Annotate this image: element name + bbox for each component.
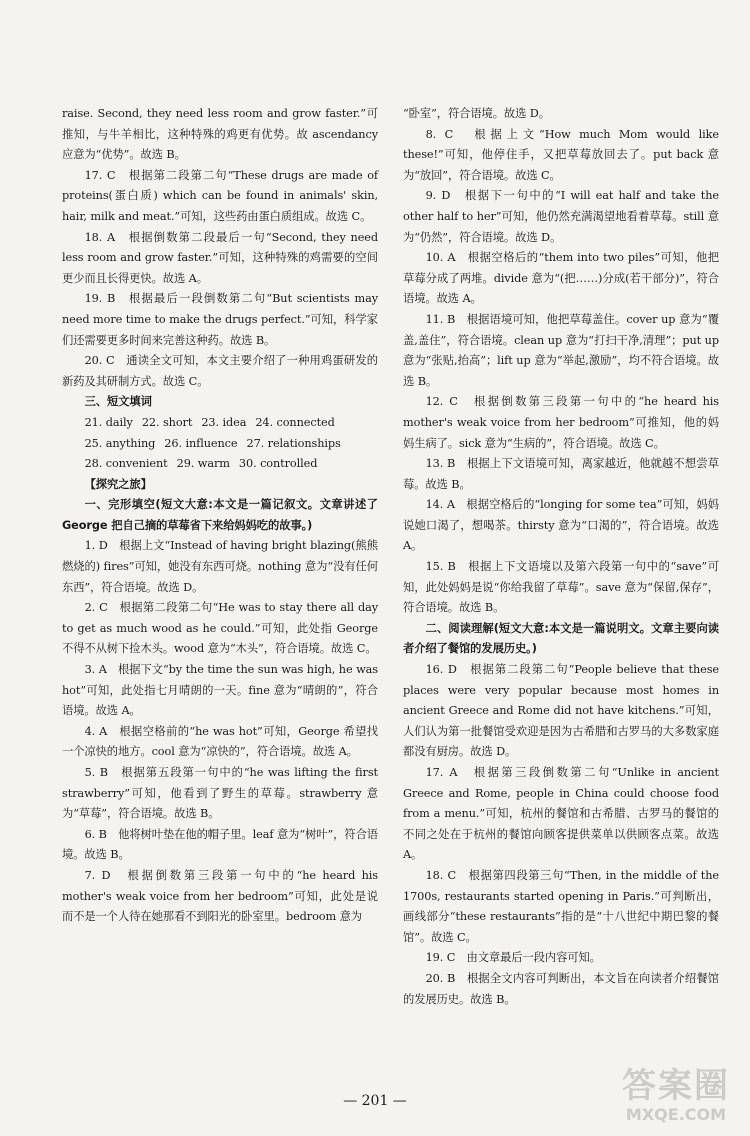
answer-word: 29. warm <box>176 457 230 471</box>
answer-word: 26. influence <box>164 436 238 450</box>
answer-paragraph: 10. A 根据空格后的“them into two piles”可知，他把草莓分成了两堆。divide 意为“(把……)分成(若干部分)”，符合语境。故选 A。 <box>403 251 719 306</box>
answer-paragraph: 20. C 通读全文可知，本文主要介绍了一种用鸡蛋研发的新药及其研制方式。故选 C。 <box>62 354 378 388</box>
answer-paragraph: 9. D 根据下一句中的“I will eat half and take the other half to her”可知，他仍然充满渴望地看着草莓。still 意为“仍然”，符合语境。故选 D。 <box>403 189 719 244</box>
section-heading: 二、阅读理解(短文大意:本文是一篇说明文。文章主要向读者介绍了餐馆的发展历史。) <box>403 621 719 656</box>
answer-paragraph: 6. B 他将树叶垫在他的帽子里。leaf 意为“树叶”，符合语境。故选 B。 <box>62 827 378 862</box>
watermark-logo <box>616 1066 736 1126</box>
answer-paragraph: 14. A 根据空格后的“longing for some tea”可知，妈妈说她口渴了，想喝茶。thirsty 意为“口渴的”，符合语境。故选 A。 <box>403 498 719 553</box>
watermark-mark: 答案圈 <box>622 1066 730 1106</box>
watermark-url: MXQE.COM <box>625 1105 727 1124</box>
answer-paragraph: 16. D 根据第二段第二句“People believe that these places were very popular because most homes in ancient Greece and Rome did not have kitchens.”可知，人们认为第一批餐馆受欢迎是因为古希腊和古罗马的大多数家庭都没有厨房。故选 D。 <box>403 663 719 759</box>
page-number: — 201 — <box>343 1093 407 1109</box>
right-column <box>403 104 719 1010</box>
answer-paragraph: 4. A 根据空格前的“he was hot”可知，George 希望找一个凉快的地方。cool 意为“凉快的”，符合语境。故选 A。 <box>62 724 378 759</box>
answer-paragraph: 18. C 根据第四段第三句“Then, in the middle of the 1700s, restaurants started opening in Paris.”可判断出，画线部分“these restaurants”指的是“十八世纪中期巴黎的餐馆”。故选 C。 <box>403 868 719 944</box>
answer-paragraph: 19. B 根据最后一段倒数第二句“But scientists may need more time to make the drugs perfect.”可知，科学家们还需要更多时间来完善这种药。故选 B。 <box>62 292 378 347</box>
answer-paragraph: 17. A 根据第三段倒数第二句“Unlike in ancient Greece and Rome, people in China could choose food from a menu.”可知，杭州的餐馆和古希腊、古罗马的餐馆的不同之处在于杭州的餐馆向顾客提供菜单以供顾客点菜。故选 A。 <box>403 766 719 862</box>
answer-paragraph: 5. B 根据第五段第一句中的“he was lifting the first strawberry”可知，他看到了野生的草莓。strawberry 意为“草莓”，符合语境。故选 B。 <box>62 766 378 821</box>
answer-word: 21. daily <box>84 415 133 429</box>
answer-paragraph: 7. D 根据倒数第三段第一句中的“he heard his mother's weak voice from her bedroom”可知，此处是说而不是一个人待在她那看不到阳光的卧室里。bedroom 意为 <box>62 868 378 924</box>
answer-paragraph: 3. A 根据下文“by the time the sun was high, he was hot”可知，此处指七月晴朗的一天。fine 意为“晴朗的”，符合语境。故选 A。 <box>62 663 378 718</box>
answer-paragraph: 2. C 根据第二段第二句“He was to stay there all day to get as much wood as he could.”可知，此处指 George 不得不从树下捡木头。wood 意为“木头”，符合语境。故选 C。 <box>62 601 378 656</box>
answer-paragraph: 13. B 根据上下文语境可知，离家越近，他就越不想尝草莓。故选 B。 <box>403 457 719 491</box>
answer-paragraph: 15. B 根据上下文语境以及第六段第一句中的“save”可知，此处妈妈是说“你给我留了草莓”。save 意为“保留,保存”，符合语境。故选 B。 <box>403 560 719 615</box>
answer-paragraph: 20. B 根据全文内容可判断出，本文旨在向读者介绍餐馆的发展历史。故选 B。 <box>403 971 719 1006</box>
answer-words-line <box>62 413 378 434</box>
answer-word: 25. anything <box>84 436 156 450</box>
answer-paragraph: “卧室”，符合语境。故选 D。 <box>403 107 550 120</box>
answer-word: 30. controlled <box>238 457 318 471</box>
answer-word: 23. idea <box>201 415 247 429</box>
answer-paragraph: 19. C 由文章最后一段内容可知。 <box>425 951 601 965</box>
section-heading: 一、完形填空(短文大意:本文是一篇记叙文。文章讲述了 George 把自己摘的草莓省下来给妈妈吃的故事。) <box>62 498 378 532</box>
answer-paragraph: 11. B 根据语境可知，他把草莓盖住。cover up 意为“覆盖,盖住”，符合语境。clean up 意为“打扫干净,清理”；put up 意为“张贴,抬高”；lift up 意为“举起,激励”，均不符合语境。故选 B。 <box>403 312 719 388</box>
answer-word: 27. relationships <box>246 436 341 450</box>
answer-paragraph: raise. Second, they need less room and grow faster.”可推知，与牛羊相比，这种特殊的鸡更有优势。故 ascendancy 应意为“优势”。故选 B。 <box>62 107 378 162</box>
answer-words-line <box>62 434 378 455</box>
answer-paragraph: 12. C 根据倒数第三段第一句中的“he heard his mother's weak voice from her bedroom”可推知，他的妈妈生病了。sick 意为“生病的”，符合语境。故选 C。 <box>403 395 719 450</box>
answer-word: 22. short <box>141 415 193 429</box>
answer-words-line <box>62 454 378 475</box>
answer-paragraph: 17. C 根据第二段第二句“These drugs are made of proteins(蛋白质) which can be found in animals' skin, hair, milk and meat.”可知，这些药由蛋白质组成。故选 C。 <box>62 168 378 223</box>
answer-word: 28. convenient <box>84 457 168 471</box>
answer-paragraph: 1. D 根据上文“Instead of having bright blazing(熊熊燃烧的) fires”可知，她没有东西可烧。nothing 意为“没有任何东西”，符合语境。故选 D。 <box>62 539 378 594</box>
left-column <box>62 104 378 928</box>
answer-word: 24. connected <box>255 415 335 429</box>
section-heading: 三、短文填词 <box>84 395 152 409</box>
answer-paragraph: 18. A 根据倒数第二段最后一句“Second, they need less room and grow faster.”可知，这种特殊的鸡需要的空间更少而且长得更快。故选 A。 <box>62 230 378 285</box>
answer-paragraph: 8. C 根据上文“How much Mom would like these!”可知，他停住手，又把草莓放回去了。put back 意为“放回”，符合语境。故选 C。 <box>403 127 719 182</box>
section-heading: 【探究之旅】 <box>84 477 152 491</box>
